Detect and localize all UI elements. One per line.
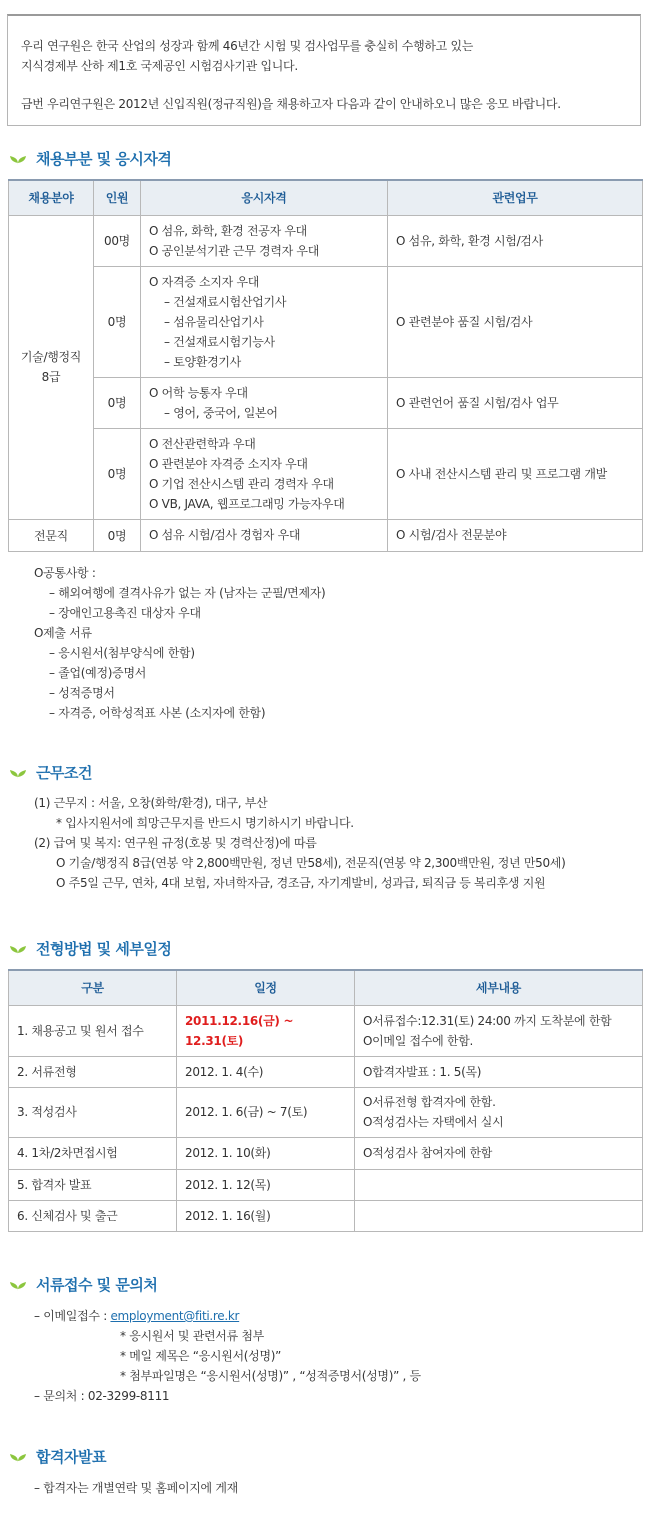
qual-cell: [141, 428, 388, 519]
note-item: – 해외여행에 결격사유가 없는 자 (남자는 군필/면제자): [49, 586, 326, 600]
schedule-table: [8, 969, 643, 1232]
section-title: [8, 148, 171, 169]
table-header: 세부내용: [355, 970, 643, 1005]
intro-box: [7, 14, 641, 126]
section-title: [8, 762, 92, 783]
work-conditions: [34, 793, 565, 893]
section-title: [8, 1446, 106, 1467]
intro-line: 우리 연구원은 한국 산업의 성장과 함께 46년간 시험 및 검사업무를 충실히 수행하고 있는: [21, 39, 474, 53]
email-label: – 이메일접수 :: [34, 1309, 111, 1323]
table-row: [9, 215, 643, 266]
step-cell: 2. 서류전형: [9, 1056, 177, 1087]
count-cell: 00명: [94, 215, 141, 266]
field-grade: 8급: [41, 370, 61, 384]
step-cell: 3. 적성검사: [9, 1087, 177, 1137]
detail-cell: [355, 1005, 643, 1056]
step-cell: 1. 채용공고 및 원서 접수: [9, 1005, 177, 1056]
date-cell: [177, 1005, 355, 1056]
date-cell: 2012. 1. 12(목): [177, 1169, 355, 1200]
email-line: [34, 1306, 421, 1326]
section-title-text: 채용부분 및 응시자격: [36, 150, 172, 168]
email-note: * 첨부파일명은 “응시원서(성명)” , “성적증명서(성명)” , 등: [120, 1369, 421, 1383]
leaf-icon: [8, 1450, 28, 1464]
detail-cell: [355, 1087, 643, 1137]
phone-line: – 문의처 : 02-3299-8111: [34, 1389, 170, 1403]
table-header: 응시자격: [141, 180, 388, 215]
qual-item: – 토양환경기사: [164, 354, 241, 369]
detail-cell: [355, 1200, 643, 1231]
condition-line: (1) 근무지 : 서울, 오창(화학/환경), 대구, 부산: [34, 796, 268, 810]
date-cell: 2012. 1. 16(월): [177, 1200, 355, 1231]
intro-line: 지식경제부 산하 제1호 국제공인 시험검사기관 입니다.: [21, 59, 298, 73]
qual-item: – 섬유물리산업기사: [164, 314, 264, 329]
result-block: [34, 1478, 238, 1498]
qual-item: O 어학 능통자 우대: [149, 385, 248, 400]
table-header: 일정: [177, 970, 355, 1005]
qual-item: O VB, JAVA, 웹프로그래밍 가능자우대: [149, 496, 345, 511]
date-cell: 2012. 1. 6(금) ~ 7(토): [177, 1087, 355, 1137]
work-cell: O 사내 전산시스템 관리 및 프로그램 개발: [388, 428, 643, 519]
qual-item: O 자격증 소지자 우대: [149, 274, 260, 289]
contact-block: [34, 1306, 421, 1406]
note-item: – 응시원서(첨부양식에 한함): [49, 646, 195, 660]
email-link[interactable]: employment@fiti.re.kr: [110, 1309, 240, 1323]
qual-item: O 관련분야 자격증 소지자 우대: [149, 456, 308, 471]
qual-item: – 영어, 중국어, 일본어: [164, 405, 278, 420]
table-header: 채용분야: [9, 180, 94, 215]
note-heading: O제출 서류: [34, 626, 92, 640]
step-cell: 5. 합격자 발표: [9, 1169, 177, 1200]
note-heading: O공통사항 :: [34, 566, 96, 580]
note-item: – 장애인고용촉진 대상자 우대: [49, 606, 201, 620]
step-cell: 4. 1차/2차면접시험: [9, 1137, 177, 1169]
note-item: – 졸업(예정)증명서: [49, 666, 147, 680]
qual-cell: [141, 266, 388, 377]
date-cell: 2012. 1. 10(화): [177, 1137, 355, 1169]
date-text: 2011.12.16(금) ~ 12.31(토): [185, 1013, 294, 1048]
table-header: 관련업무: [388, 180, 643, 215]
qual-item: – 건설재료시험기능사: [164, 334, 275, 349]
count-cell: 0명: [94, 428, 141, 519]
count-cell: 0명: [94, 519, 141, 551]
qual-item: – 건설재료시험산업기사: [164, 294, 287, 309]
email-note: * 메일 제목은 “응시원서(성명)”: [120, 1349, 282, 1363]
table-row: [9, 1169, 643, 1200]
count-cell: 0명: [94, 266, 141, 377]
detail-item: O서류전형 합격자에 한함.: [363, 1095, 496, 1109]
table-row: [9, 428, 643, 519]
detail-item: O적성검사는 자택에서 실시: [363, 1115, 504, 1129]
section-title: [8, 938, 171, 959]
detail-cell: O적성검사 참여자에 한함: [355, 1137, 643, 1169]
field-cell: [9, 215, 94, 519]
work-cell: O 섬유, 화학, 환경 시험/검사: [388, 215, 643, 266]
intro-line: 금번 우리연구원은 2012년 신입직원(정규직원)을 채용하고자 다음과 같이 안내하오니 많은 응모 바랍니다.: [21, 97, 561, 111]
leaf-icon: [8, 766, 28, 780]
leaf-icon: [8, 152, 28, 166]
condition-note: * 입사지원서에 희망근무지를 반드시 명기하시기 바랍니다.: [56, 816, 354, 830]
detail-cell: O합격자발표 : 1. 5(목): [355, 1056, 643, 1087]
email-note: * 응시원서 및 관련서류 첨부: [120, 1329, 264, 1343]
work-cell: O 관련언어 품질 시험/검사 업무: [388, 377, 643, 428]
detail-item: O이메일 접수에 한함.: [363, 1033, 474, 1048]
table-row: [9, 377, 643, 428]
condition-line: (2) 급여 및 복지: 연구원 규정(호봉 및 경력산정)에 따름: [34, 836, 317, 850]
qual-cell: [141, 377, 388, 428]
table-row: [9, 266, 643, 377]
table-row: [9, 519, 643, 551]
detail-cell: [355, 1169, 643, 1200]
qual-item: O 기업 전산시스템 관리 경력자 우대: [149, 476, 334, 491]
section-title-text: 근무조건: [36, 764, 92, 782]
section-title: [8, 1274, 157, 1295]
section-title-text: 전형방법 및 세부일정: [36, 940, 172, 958]
section-title-text: 합격자발표: [36, 1448, 106, 1466]
qual-cell: [141, 215, 388, 266]
qual-cell: O 섬유 시험/검사 경험자 우대: [141, 519, 388, 551]
qual-item: O 섬유, 화학, 환경 전공자 우대: [149, 223, 307, 238]
condition-item: O 주5일 근무, 연차, 4대 보험, 자녀학자금, 경조금, 자기계발비, 성과급, 퇴직금 등 복리후생 지원: [56, 876, 546, 890]
detail-item: O서류접수:12.31(토) 24:00 까지 도착분에 한함: [363, 1013, 612, 1028]
recruit-table: [8, 179, 643, 552]
table-header: 인원: [94, 180, 141, 215]
note-item: – 자격증, 어학성적표 사본 (소지자에 한함): [49, 706, 266, 720]
step-cell: 6. 신체검사 및 출근: [9, 1200, 177, 1231]
table-row: [9, 1056, 643, 1087]
note-item: – 성적증명서: [49, 686, 115, 700]
field-label: 기술/행정직: [20, 350, 82, 364]
qual-item: O 전산관련학과 우대: [149, 436, 256, 451]
section-title-text: 서류접수 및 문의처: [36, 1276, 158, 1294]
table-header: 구분: [9, 970, 177, 1005]
work-cell: O 시험/검사 전문분야: [388, 519, 643, 551]
table-row: [9, 1005, 643, 1056]
common-notes: [34, 563, 325, 723]
leaf-icon: [8, 1278, 28, 1292]
table-row: [9, 1137, 643, 1169]
qual-item: O 공인분석기관 근무 경력자 우대: [149, 243, 320, 258]
leaf-icon: [8, 942, 28, 956]
table-row: [9, 1087, 643, 1137]
condition-item: O 기술/행정직 8급(연봉 약 2,800백만원, 정년 만58세), 전문직(연봉 약 2,300백만원, 정년 만50세): [56, 856, 566, 870]
table-row: [9, 1200, 643, 1231]
date-cell: 2012. 1. 4(수): [177, 1056, 355, 1087]
count-cell: 0명: [94, 377, 141, 428]
field-cell: 전문직: [9, 519, 94, 551]
result-line: – 합격자는 개별연락 및 홈페이지에 게재: [34, 1481, 238, 1495]
work-cell: O 관련분야 품질 시험/검사: [388, 266, 643, 377]
